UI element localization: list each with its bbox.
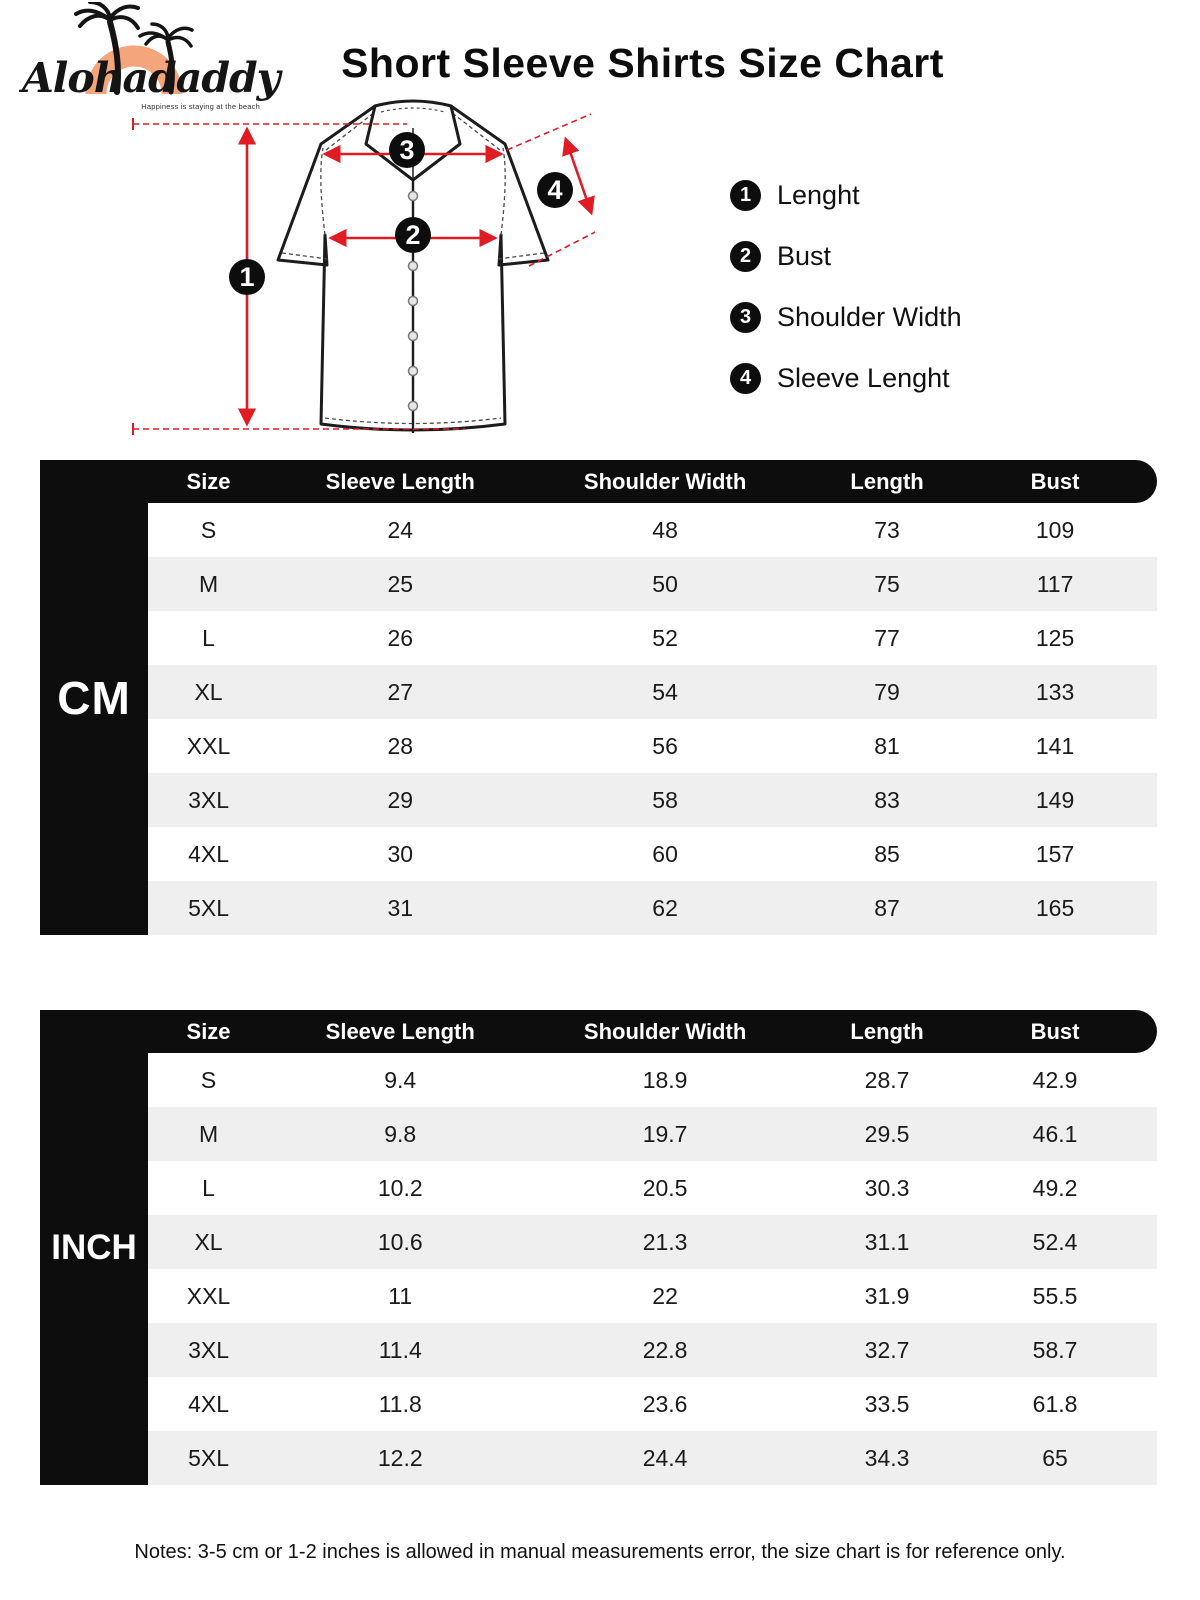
- shirt-diagram-icon: [125, 92, 595, 452]
- table-cell: S: [200, 1066, 217, 1093]
- marker-3: 3: [399, 135, 415, 165]
- table-cell: 19.7: [642, 1120, 688, 1147]
- table-cell: 77: [874, 624, 900, 651]
- table-cell: 42.9: [1032, 1066, 1078, 1093]
- legend-number-badge: 1: [730, 180, 761, 211]
- brand-name: Alohadaddy: [22, 54, 280, 102]
- marker-4: 4: [547, 175, 563, 205]
- table-cell: 29.5: [864, 1120, 910, 1147]
- column-header: Bust: [1030, 1018, 1080, 1044]
- shirt-measurement-diagram: [125, 92, 595, 452]
- column-header: Shoulder Width: [583, 1018, 747, 1044]
- table-cell: 20.5: [642, 1174, 688, 1201]
- table-cell: 28: [387, 732, 414, 759]
- column-header: Size: [186, 468, 231, 494]
- table-cell: 5XL: [188, 1444, 229, 1471]
- table-cell: 55.5: [1032, 1282, 1078, 1309]
- table-cell: 4XL: [188, 1390, 229, 1417]
- table-row: [148, 1107, 1157, 1161]
- table-cell: 83: [874, 786, 900, 813]
- table-cell: 52.4: [1032, 1228, 1078, 1255]
- table-cell: XXL: [186, 732, 231, 759]
- table-cell: 117: [1036, 570, 1074, 597]
- table-cell: 81: [874, 732, 900, 759]
- table-cell: 22.8: [642, 1336, 688, 1363]
- table-cell: 28.7: [864, 1066, 910, 1093]
- table-cell: 133: [1035, 678, 1075, 705]
- table-cell: XL: [194, 678, 223, 705]
- page-title: Short Sleeve Shirts Size Chart: [341, 40, 944, 86]
- marker-2: 2: [405, 220, 421, 250]
- table-row: [148, 827, 1157, 881]
- table-cell: 9.8: [384, 1120, 417, 1147]
- table-cell: 11: [388, 1282, 413, 1309]
- table-row: [148, 503, 1157, 557]
- table-cell: 11.4: [378, 1336, 422, 1363]
- table-cell: 22: [652, 1282, 678, 1309]
- table-cell: 61.8: [1032, 1390, 1078, 1417]
- table-cell: 18.9: [642, 1066, 688, 1093]
- table-cell: 4XL: [188, 840, 229, 867]
- table-cell: 33.5: [864, 1390, 910, 1417]
- cm-table-header: [40, 460, 1157, 503]
- legend-label: Bust: [777, 240, 832, 271]
- table-row: [148, 719, 1157, 773]
- table-cell: M: [198, 570, 219, 597]
- column-header: Size: [186, 1018, 231, 1044]
- table-cell: 29: [387, 786, 414, 813]
- unit-label-cm: CM: [40, 460, 148, 935]
- table-cell: XL: [194, 1228, 223, 1255]
- legend-number-badge: 3: [730, 302, 761, 333]
- table-row: [148, 1215, 1157, 1269]
- table-row: [148, 1053, 1157, 1107]
- marker-1: 1: [239, 262, 255, 292]
- table-cell: 11.8: [378, 1390, 422, 1417]
- table-cell: 9.4: [384, 1066, 417, 1093]
- cm-table-body: [148, 503, 1157, 935]
- table-cell: 30.3: [864, 1174, 910, 1201]
- column-header: Shoulder Width: [583, 468, 747, 494]
- legend-label: Sleeve Lenght: [777, 362, 950, 393]
- cm-size-table: [40, 460, 1157, 935]
- table-cell: 24.4: [642, 1444, 688, 1471]
- table-cell: 31: [387, 894, 414, 921]
- table-row: [148, 1323, 1157, 1377]
- table-cell: 149: [1035, 786, 1075, 813]
- table-cell: S: [200, 516, 217, 543]
- inch-table-header: [40, 1010, 1157, 1053]
- measurement-legend: [730, 178, 962, 422]
- table-cell: 85: [874, 840, 900, 867]
- table-cell: L: [202, 624, 215, 651]
- table-cell: 12.2: [377, 1444, 423, 1471]
- table-cell: 49.2: [1032, 1174, 1078, 1201]
- table-cell: 25: [387, 570, 414, 597]
- column-header: Sleeve Length: [325, 468, 475, 494]
- table-cell: 60: [652, 840, 678, 867]
- table-cell: 109: [1035, 516, 1075, 543]
- table-cell: L: [202, 1174, 215, 1201]
- unit-label-inch: INCH: [40, 1010, 148, 1485]
- column-header: Length: [850, 1018, 924, 1044]
- notes-text: Notes: 3-5 cm or 1-2 inches is allowed in manual measurements error, the size chart is for reference only.: [134, 1541, 1066, 1563]
- column-header: Bust: [1030, 468, 1080, 494]
- table-row: [148, 881, 1157, 935]
- table-cell: 21.3: [642, 1228, 688, 1255]
- table-cell: 75: [874, 570, 900, 597]
- legend-number-badge: 4: [730, 363, 761, 394]
- table-cell: XXL: [186, 1282, 231, 1309]
- table-row: [148, 1377, 1157, 1431]
- legend-number-badge: 2: [730, 241, 761, 272]
- table-cell: 58: [652, 786, 678, 813]
- table-cell: 50: [652, 570, 678, 597]
- legend-item: [730, 239, 962, 273]
- table-row: [148, 1269, 1157, 1323]
- column-header: Length: [850, 468, 924, 494]
- table-row: [148, 557, 1157, 611]
- table-cell: 30: [387, 840, 414, 867]
- table-cell: 5XL: [188, 894, 229, 921]
- inch-size-table: [40, 1010, 1157, 1485]
- table-cell: 79: [874, 678, 900, 705]
- table-cell: M: [198, 1120, 219, 1147]
- table-cell: 87: [874, 894, 900, 921]
- table-cell: 27: [387, 678, 414, 705]
- table-cell: 58.7: [1032, 1336, 1078, 1363]
- table-cell: 31.1: [864, 1228, 910, 1255]
- table-row: [148, 665, 1157, 719]
- table-cell: 32.7: [864, 1336, 910, 1363]
- table-cell: 62: [652, 894, 678, 921]
- legend-label: Shoulder Width: [777, 301, 962, 332]
- brand-tagline: Happiness is staying at the beach: [141, 102, 260, 111]
- table-cell: 26: [387, 624, 414, 651]
- legend-item: [730, 361, 962, 395]
- table-cell: 10.2: [377, 1174, 423, 1201]
- table-cell: 23.6: [642, 1390, 688, 1417]
- table-cell: 34.3: [864, 1444, 910, 1471]
- table-cell: 157: [1035, 840, 1075, 867]
- table-row: [148, 611, 1157, 665]
- column-header: Sleeve Length: [325, 1018, 475, 1044]
- table-cell: 54: [652, 678, 678, 705]
- table-cell: 73: [874, 516, 900, 543]
- table-row: [148, 1431, 1157, 1485]
- table-cell: 46.1: [1032, 1120, 1078, 1147]
- table-cell: 24: [387, 516, 414, 543]
- table-cell: 31.9: [864, 1282, 910, 1309]
- inch-table-body: [148, 1053, 1157, 1485]
- legend-label: Lenght: [777, 179, 860, 210]
- table-cell: 65: [1042, 1444, 1068, 1471]
- table-cell: 10.6: [377, 1228, 423, 1255]
- table-row: [148, 1161, 1157, 1215]
- table-cell: 48: [652, 516, 678, 543]
- table-cell: 165: [1035, 894, 1075, 921]
- table-cell: 56: [652, 732, 678, 759]
- legend-item: [730, 178, 962, 212]
- table-cell: 3XL: [188, 786, 229, 813]
- table-cell: 141: [1035, 732, 1075, 759]
- legend-item: [730, 300, 962, 334]
- table-row: [148, 773, 1157, 827]
- table-cell: 52: [652, 624, 678, 651]
- table-cell: 3XL: [188, 1336, 229, 1363]
- table-cell: 125: [1035, 624, 1075, 651]
